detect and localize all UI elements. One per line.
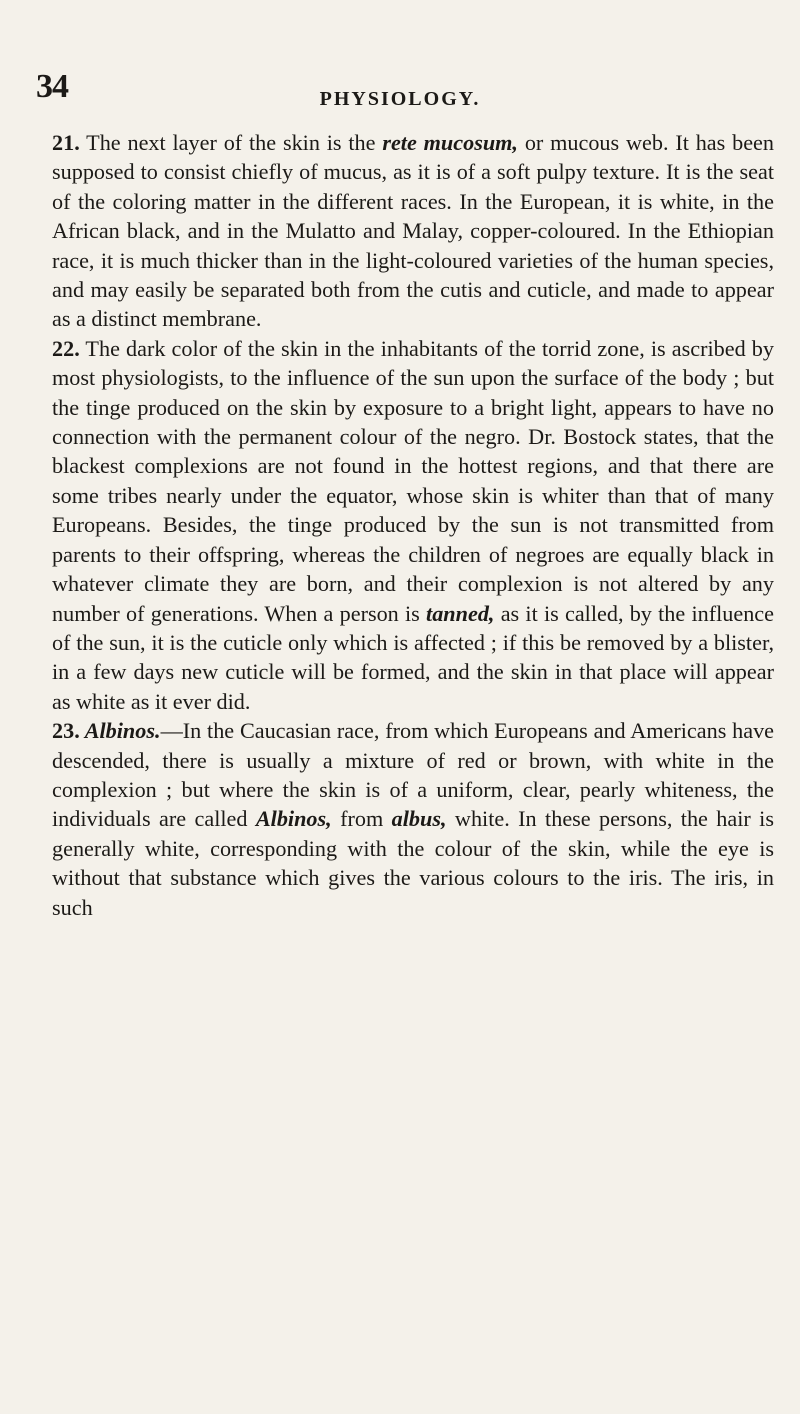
paragraph-heading: Albinos.: [79, 718, 161, 744]
paragraph-number: 22.: [52, 335, 80, 361]
paragraph-number: 23.: [52, 718, 80, 744]
paragraph-text: The dark color of the skin in the inhabitants of the torrid zone, is ascribed by most physiologists, to the influence of the sun upon the surface of the body ; but the tinge produced on the skin by exposure to a bright light, appears to have no connection with the permanent colour of the negro. Dr. Bostock states, that the blackest complexions are not found in the hottest regions, and that there are some tribes nearly under the equator, whose skin is whiter than that of many Europeans. Besides, the tinge produced by the sun is not transmitted from parents to their offspring, whereas the children of negroes are equally black in whatever climate they are born, and their complexion is not altered by any number of generations. When a person is: [52, 335, 774, 626]
latin-term: rete mucosum,: [382, 130, 518, 155]
emphasized-term: tanned,: [426, 600, 495, 626]
paragraph-23: [52, 716, 774, 922]
emphasized-term: Albinos,: [255, 806, 332, 832]
body-text: [52, 128, 774, 922]
paragraph-text: white. In these persons, the hair is generally white, corresponding with the colour of the skin, while the eye is without that substance which gives the various colours to the iris. The iris, in such: [52, 806, 774, 920]
paragraph-text: as it is called, by the influence of the sun, it is the cuticle only which is affected ; if this be removed by a blister, in a few days new cuticle will be formed, and the skin in that place will appear as white as it ever did.: [52, 600, 774, 714]
latin-term: albus,: [391, 806, 447, 832]
page-number: 34: [36, 68, 68, 105]
paragraph-text: from: [331, 806, 392, 832]
paragraph-text: —In the Caucasian race, from which Europeans and Americans have descended, there is usually a mixture of red or brown, with white in the complexion ; but where the skin is of a uniform, clear, pearly whiteness, the individuals are called: [52, 718, 775, 832]
paragraph-21: [52, 128, 774, 334]
paragraph-22: [52, 334, 774, 716]
running-title: PHYSIOLOGY.: [319, 88, 481, 110]
paragraph-number: 21.: [52, 130, 80, 155]
paragraph-text: The next layer of the skin is the: [79, 130, 383, 155]
paragraph-text: or mucous web. It has been supposed to consist chiefly of mucus, as it is of a soft pulpy texture. It is the seat of the coloring matter in the different races. In the European, it is white, in the African black, and in the Mulatto and Malay, copper-coloured. In the Ethiopian race, it is much thicker than in the light-coloured varieties of the human species, and may easily be separated both from the cutis and cuticle, and made to appear as a distinct membrane.: [52, 130, 774, 332]
